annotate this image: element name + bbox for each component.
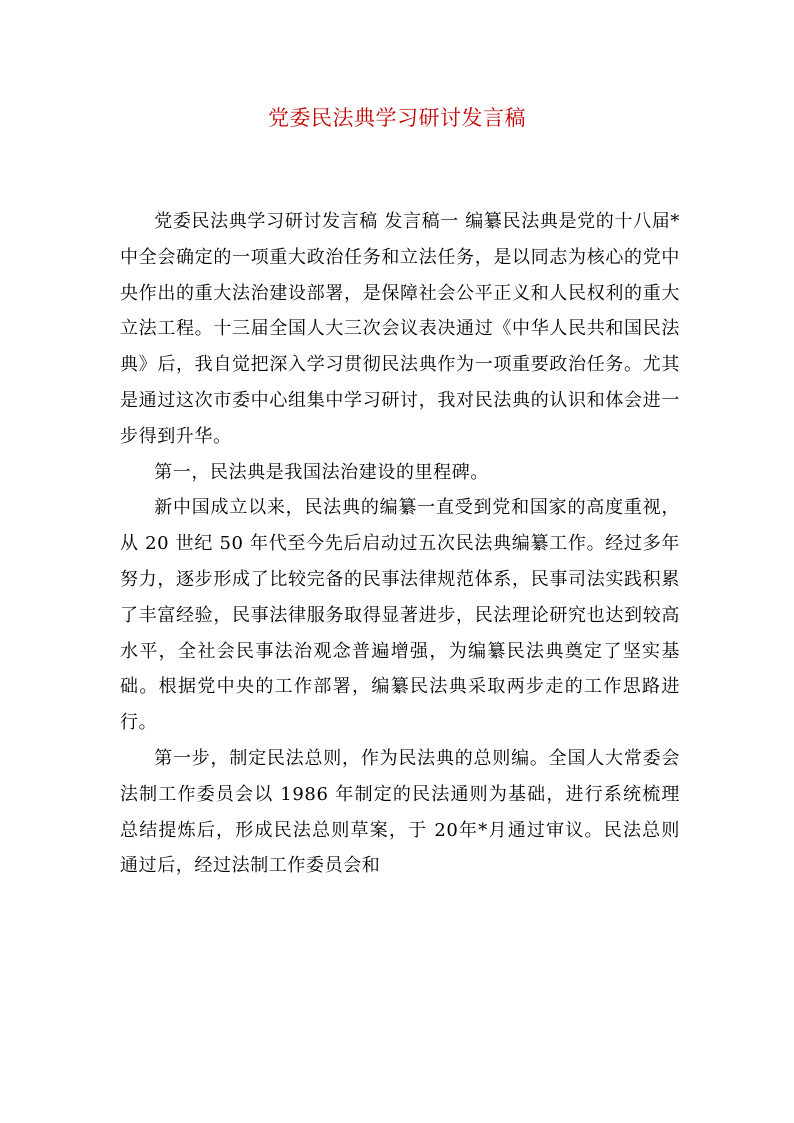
paragraph-history: 新中国成立以来，民法典的编纂一直受到党和国家的高度重视，从 20 世纪 50 年代至今先后启动过五次民法典编纂工作。经过多年努力，逐步形成了比较完备的民事法律规范体系，民事司法实践积累了丰富经验，民事法律服务取得显著进步，民法理论研究也达到较高水平，全社会民事法治观念普遍增强，为编纂民法典奠定了坚实基础。根据党中央的工作部署，编纂民法典采取两步走的工作思路进行。 [120,497,680,734]
paragraph-intro: 党委民法典学习研讨发言稿 发言稿一 编纂民法典是党的十八届*中全会确定的一项重大政治任务和立法任务，是以同志为核心的党中央作出的重大法治建设部署，是保障社会公平正义和人民权利的重大立法工程。十三届全国人大三次会议表决通过《中华人民共和国民法典》后，我自觉把深入学习贯彻民法典作为一项重要政治任务。尤其是通过这次市委中心组集中学习研讨，我对民法典的认识和体会进一步得到升华。 [120,211,680,447]
paragraph-heading-first: 第一，民法典是我国法治建设的里程碑。 [154,461,489,483]
paragraph-step-one: 第一步，制定民法总则，作为民法典的总则编。全国人大常委会法制工作委员会以 1986 年制定的民法通则为基础，进行系统梳理总结提炼后，形成民法总则草案，于 20年*月通过审议。民法总则通过后，经过法制工作委员会和 [120,747,680,877]
document-body [120,204,680,884]
document-title: 党委民法典学习研讨发言稿 [268,106,526,130]
